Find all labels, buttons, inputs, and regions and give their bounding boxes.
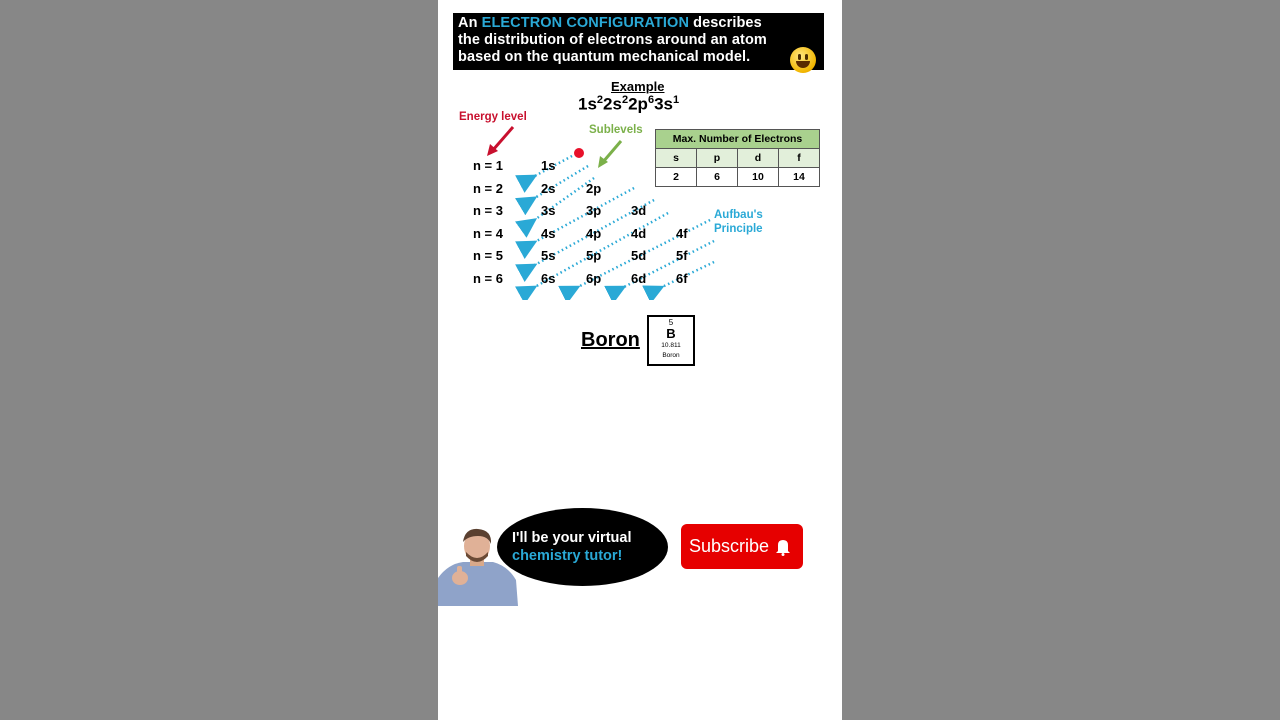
table-cell: 6	[697, 168, 738, 187]
orbital: 5f	[676, 248, 688, 263]
table-header: s	[656, 149, 697, 168]
atomic-number: 5	[668, 318, 674, 327]
energy-level-n5: n = 5	[473, 248, 503, 263]
energy-level-label: Energy level	[459, 111, 527, 123]
table-cell: 2	[656, 168, 697, 187]
banner-line1-suffix: describes	[689, 15, 762, 31]
atomic-mass: 10.811	[661, 342, 681, 349]
orbital: 1s	[541, 158, 556, 173]
orbital: 6p	[586, 271, 602, 286]
orbital: 3p	[586, 203, 602, 218]
table-cell: 10	[738, 168, 779, 187]
table-header: p	[697, 149, 738, 168]
banner-line2: the distribution of electrons around an atom	[458, 32, 767, 48]
orbital: 4d	[631, 226, 647, 241]
table-header: f	[779, 149, 820, 168]
energy-level-n2: n = 2	[473, 181, 503, 196]
speech-line2: chemistry tutor!	[512, 548, 623, 564]
tutor-speech	[512, 529, 631, 565]
short-video-frame	[438, 0, 842, 720]
orbital: 2s	[541, 181, 556, 196]
example-configuration: $1s^22s^22p^63s^1$	[578, 94, 680, 114]
table-title: Max. Number of Electrons	[656, 130, 820, 149]
sublevels-label: Sublevels	[589, 124, 643, 136]
table-header: d	[738, 149, 779, 168]
banner-line3: based on the quantum mechanical model.	[458, 49, 751, 65]
orbital: 6f	[676, 271, 688, 286]
element-name-heading: Boron	[581, 329, 640, 351]
orbital: 5p	[586, 248, 602, 263]
energy-level-n1: n = 1	[473, 158, 503, 173]
energy-level-n6: n = 6	[473, 271, 503, 286]
orbital: 3d	[631, 203, 647, 218]
speech-line1: I'll be your virtual	[512, 530, 632, 546]
example-label: Example	[611, 79, 665, 94]
energy-level-n3: n = 3	[473, 203, 503, 218]
orbital: 5s	[541, 248, 556, 263]
max-electrons-table	[655, 129, 820, 187]
element-symbol: B	[666, 326, 676, 341]
orbital: 4s	[541, 226, 556, 241]
banner-highlight: ELECTRON CONFIGURATION	[481, 15, 690, 31]
element-name: Boron	[662, 352, 680, 359]
aufbau-principle-label: Aufbau's Principle	[714, 209, 763, 235]
orbital: 6d	[631, 271, 647, 286]
orbital: 4f	[676, 226, 688, 241]
orbital: 6s	[541, 271, 556, 286]
periodic-tile-boron	[647, 315, 695, 366]
orbital: 3s	[541, 203, 556, 218]
table-cell: 14	[779, 168, 820, 187]
banner-prefix: An	[458, 15, 482, 31]
orbital: 4p	[586, 226, 602, 241]
bell-icon	[776, 538, 790, 556]
subscribe-label: Subscribe	[689, 536, 770, 556]
subscribe-button[interactable]	[681, 524, 803, 569]
orbital: 2p	[586, 181, 602, 196]
orbital: 5d	[631, 248, 647, 263]
energy-level-n4: n = 4	[473, 226, 503, 241]
